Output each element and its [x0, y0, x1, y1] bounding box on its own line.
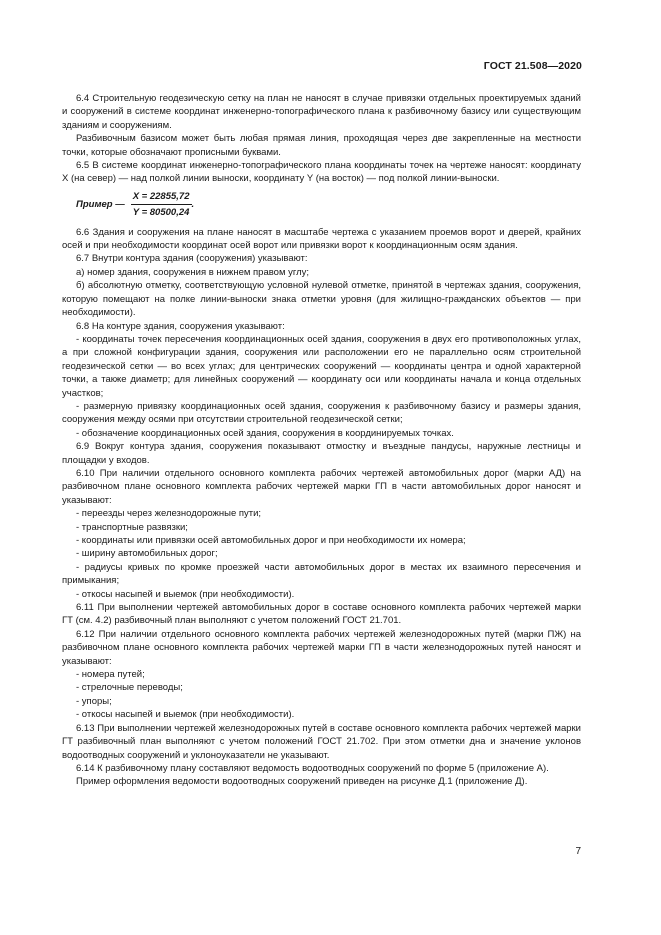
paragraph-basis: Разбивочным базисом может быть любая прямая линия, проходящая через две закрепленные на местности точки, которые обозначают прописными буквами.: [62, 133, 581, 158]
paragraph-example-reference: Пример оформления ведомости водоотводных сооружений приведен на рисунке Д.1 (приложение Д).: [76, 776, 528, 788]
paragraph-6-6: 6.6 Здания и сооружения на плане наносят в масштабе чертежа с указанием проемов ворот и дверей, крайних осей и при необходимости координат осей ворот или привязки ворот к координационным осям здания.: [62, 226, 581, 252]
list-item: - номера путей;: [76, 669, 145, 681]
list-item: - координаты или привязки осей автомобильных дорог и при необходимости их номера;: [76, 535, 466, 546]
list-item: - радиусы кривых по кромке проезжей части автомобильных дорог в местах их взаимного пересечения и примыкания;: [62, 561, 581, 587]
document-body: [62, 92, 581, 789]
list-item: - стрелочные переводы;: [76, 682, 183, 694]
paragraph-6-5: 6.5 В системе координат инженерно-топографического плана координаты точек на чертеже наносят: координату X (на север) — над полкой линии выноски, координату Y (на восток) — под полкой линии-выноски.: [62, 160, 581, 185]
example-period: .: [191, 199, 195, 211]
list-item: а) номер здания, сооружения в нижнем правом углу;: [76, 266, 310, 278]
paragraph-6-8: 6.8 На контуре здания, сооружения указывают:: [76, 320, 285, 332]
list-item: - откосы насыпей и выемок (при необходимости).: [76, 588, 295, 600]
list-item: б) абсолютную отметку, соответствующую условной нулевой отметке, принятой в чертежах здания, сооружения, которую помещают на полке линии-выноски знака отметки уровня (для жилищно-гражданских объектов — при необходимости).: [62, 280, 581, 319]
paragraph-6-11: 6.11 При выполнении чертежей автомобильных дорог в составе основного комплекта рабочих чертежей марки ГТ (см. 4.2) разбивочный план выполняют с учетом положений ГОСТ 21.701.: [62, 602, 581, 627]
page-number: 7: [575, 846, 581, 857]
list-item: - размерную привязку координационных осей здания, сооружения к разбивочному базису и размеры здания, сооружения между осями при отсутствии строительной геодезической сетки;: [62, 400, 581, 426]
paragraph-6-13: 6.13 При выполнении чертежей железнодорожных путей в составе основного комплекта рабочих чертежей марки ГТ разбивочный план выполняют с учетом положений ГОСТ 21.702. При этом отметки дна и значение уклонов водоотводных сооружений и уклоноуказатели не указывают.: [62, 722, 581, 761]
list-item: - обозначение координационных осей здания, сооружения в координируемых точках.: [76, 427, 454, 439]
example-label: Пример —: [76, 199, 125, 211]
paragraph-6-9: 6.9 Вокруг контура здания, сооружения показывают отмостку и въездные пандусы, наружные лестницы и площадки у входов.: [62, 441, 581, 466]
example-y-coordinate: Y = 80500,24: [132, 207, 190, 219]
list-item: - переезды через железнодорожные пути;: [76, 508, 262, 520]
paragraph-6-12: 6.12 При наличии отдельного основного комплекта рабочих чертежей железнодорожных путей (марки ПЖ) на разбивочном плане основного комплекта рабочих чертежей марки ГП в части железнодорожных путей наносят и указывают:: [62, 628, 581, 667]
example-x-coordinate: X = 22855,72: [131, 190, 192, 205]
list-item: - транспортные развязки;: [76, 521, 188, 533]
paragraph-6-7: 6.7 Внутри контура здания (сооружения) указывают:: [76, 253, 308, 265]
coordinate-fraction: [131, 190, 192, 220]
coordinate-example: [76, 190, 581, 220]
document-code: ГОСТ 21.508—2020: [483, 60, 582, 72]
list-item: - координаты точек пересечения координационных осей здания, сооружения в двух его противоположных углах, а при сложной конфигурации здания, сооружения или расположении его не параллельно осям строительной геодезической сетки — во всех углах; для центрических сооружений — координаты центра и одной характерной точки, а также диаметр; для линейных сооружений — координату оси или координаты начала и конца отдельных участков;: [62, 333, 581, 399]
list-item: - откосы насыпей и выемок (при необходимости).: [76, 709, 295, 721]
paragraph-6-4: 6.4 Строительную геодезическую сетку на план не наносят в случае привязки отдельных проектируемых зданий и сооружений в системе координат инженерно-топографического плана к разбивочному базису или существующим зданиям и сооружениям.: [62, 93, 581, 131]
paragraph-6-14: 6.14 К разбивочному плану составляют ведомость водоотводных сооружений по форме 5 (приложение А).: [76, 762, 549, 774]
paragraph-6-10: 6.10 При наличии отдельного основного комплекта рабочих чертежей автомобильных дорог (марки АД) на разбивочном плане основного комплекта рабочих чертежей марки ГП в части автомобильных дорог наносят и указывают:: [62, 467, 581, 506]
list-item: - ширину автомобильных дорог;: [76, 548, 218, 560]
list-item: - упоры;: [76, 695, 112, 707]
